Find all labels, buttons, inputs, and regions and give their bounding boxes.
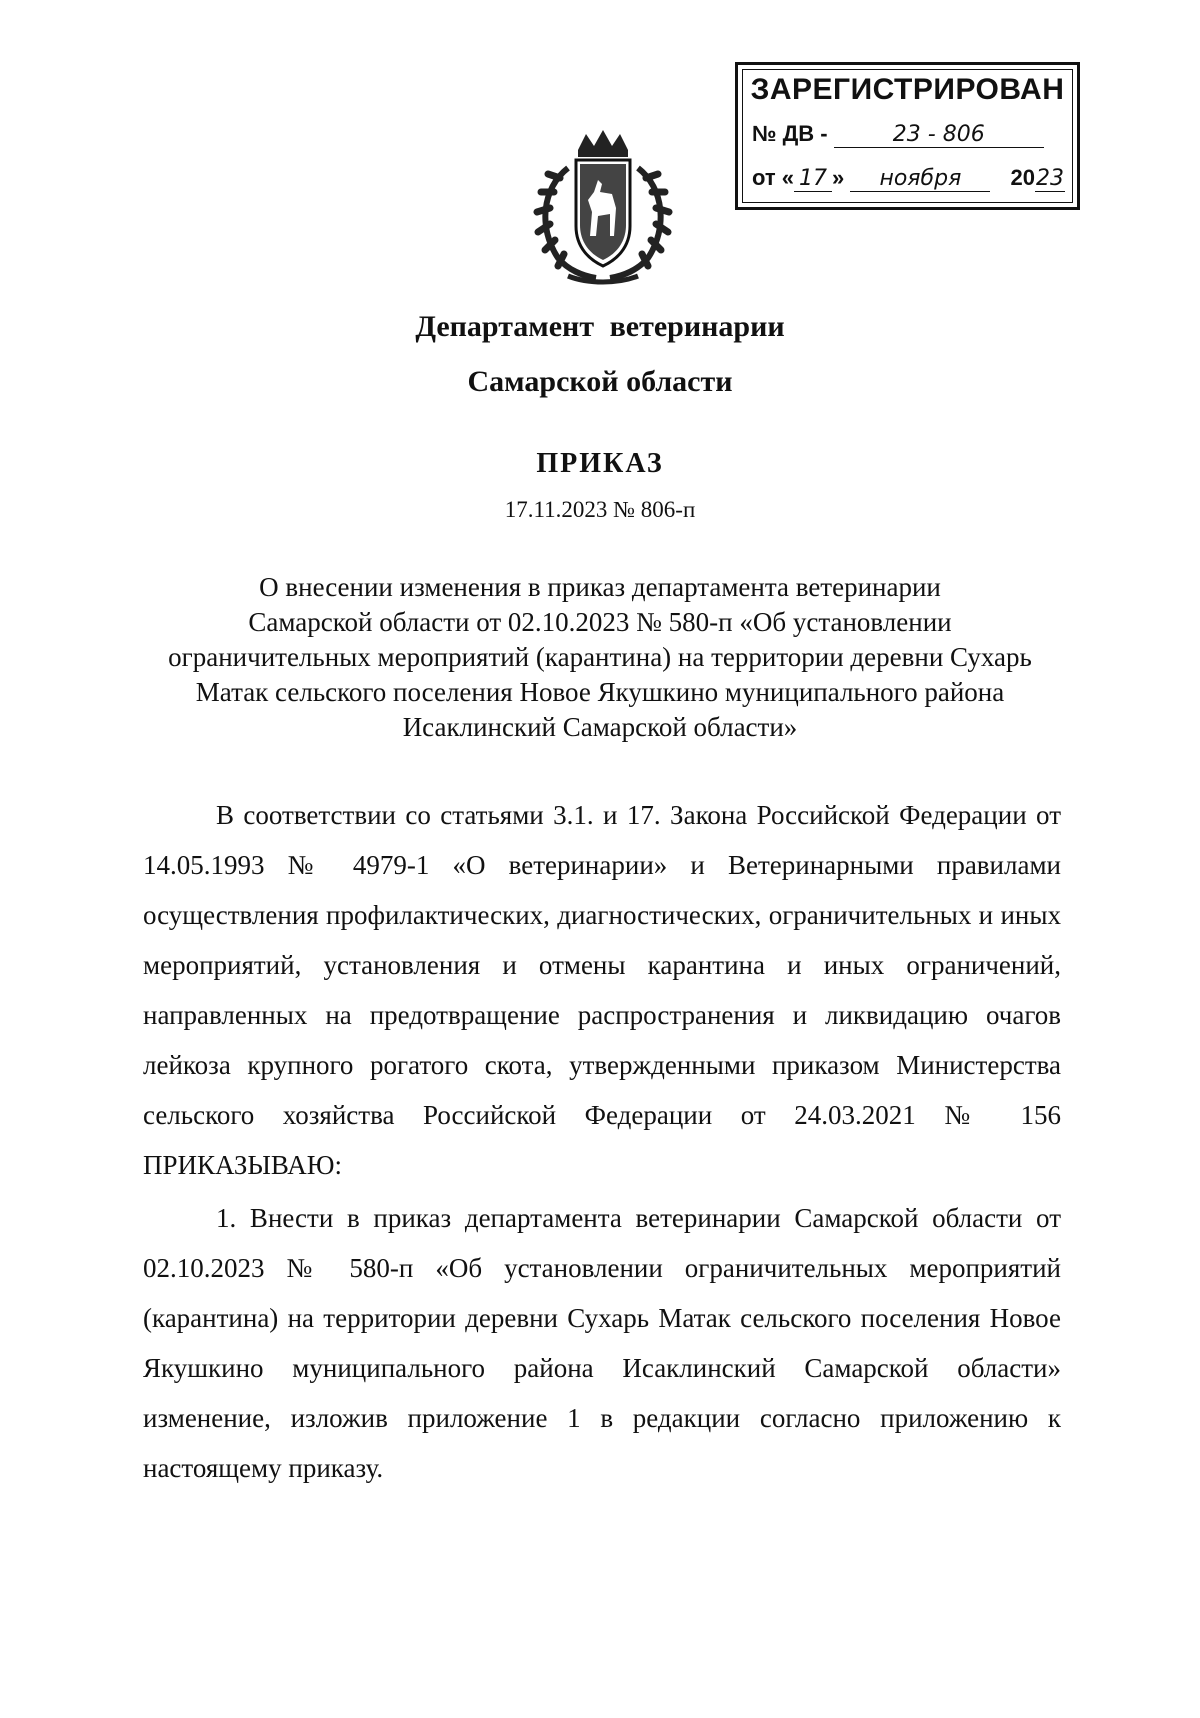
stamp-title: ЗАРЕГИСТРИРОВАН [750, 73, 1065, 106]
document-type: ПРИКАЗ [536, 448, 664, 479]
document-subject [0, 570, 1200, 745]
registration-stamp [735, 62, 1080, 210]
subject-line: Матак сельского поселения Новое Якушкино муниципального района [195, 677, 1005, 707]
stamp-date-month: ноября [850, 166, 990, 192]
stamp-number-label: № ДВ - [752, 121, 828, 146]
document-number: 17.11.2023 № 806-п [504, 497, 696, 522]
stamp-date-year-prefix: 20 [1010, 165, 1035, 190]
department-name-line2: Самарской области [467, 365, 733, 398]
coat-of-arms-icon [528, 128, 678, 288]
stamp-number-row [752, 121, 1063, 148]
stamp-date-mid: » [832, 165, 845, 190]
department-name-line1: Департамент ветеринарии [415, 310, 785, 343]
stamp-date-year-suffix: 23 [1036, 166, 1064, 191]
subject-line: ограничительных мероприятий (карантина) на территории деревни Сухарь [168, 642, 1032, 672]
body-paragraph-item1: 1. Внести в приказ департамента ветеринарии Самарской области от 02.10.2023 № 580-п «Об установлении ограничительных мероприятий (карантина) на территории деревни Сухарь Матак сельского поселения Новое Якушкино муниципального района Исаклинский Самарской области» изменение, изложив приложение 1 в редакции согласно приложению к настоящему приказу. [143, 1203, 1061, 1483]
stamp-date-row [752, 165, 1063, 192]
stamp-date-day: 17 [794, 166, 832, 192]
subject-line: Исаклинский Самарской области» [402, 712, 798, 742]
body-paragraph-preamble: В соответствии со статьями 3.1. и 17. Закона Российской Федерации от 14.05.1993 № 4979-1 «О ветеринарии» и Ветеринарными правилами осуществления профилактических, диагностических, ограничительных и иных мероприятий, установления и отмены карантина и иных ограничений, направленных на предотвращение распространения и ликвидацию очагов лейкоза крупного рогатого скота, утвержденными приказом Министерства сельского хозяйства Российской Федерации от 24.03.2021 № 156 ПРИКАЗЫВАЮ: [143, 800, 1061, 1180]
subject-line: Самарской области от 02.10.2023 № 580-п «Об установлении [248, 607, 952, 637]
subject-line: О внесении изменения в приказ департамента ветеринарии [259, 572, 941, 602]
stamp-number-value: 23 - 806 [834, 122, 1044, 148]
stamp-date-prefix: от « [752, 165, 795, 190]
